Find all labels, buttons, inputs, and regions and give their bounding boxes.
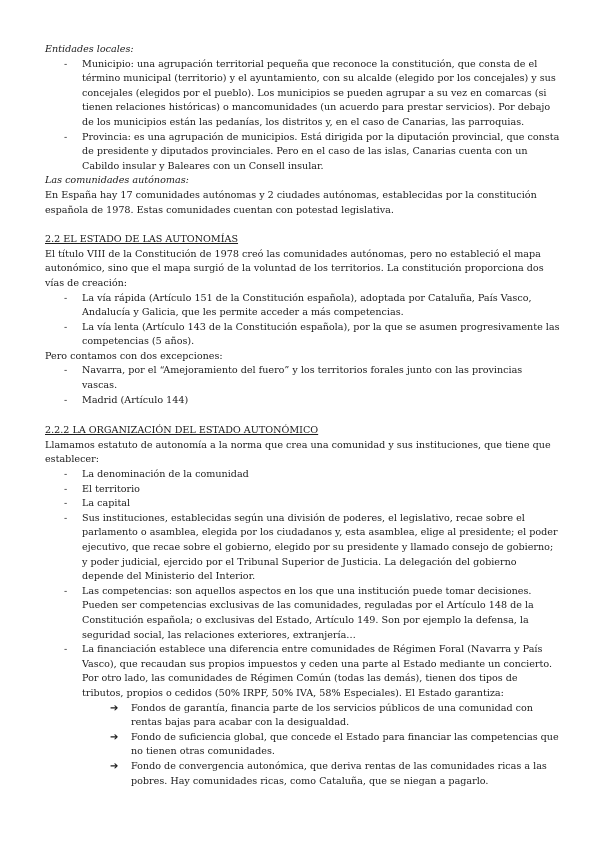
instituciones-item: - Sus instituciones, establecidas según una división de poderes, el legislativo, recae sobre el parlamento o asamblea, elegida por los ciudadanos y, esta asamblea, elige al presidente; el poder ejecutivo, que recae sobre el gobierno, elegido por su presidente y llamado consejo de gobierno; y poder judicial, ejercido por el Tribunal Superior de Justicia. La delegación del gobierno depende del Ministerio del Interior. — [66, 512, 560, 585]
fondos-list — [82, 702, 560, 790]
fondo-suficiencia-text: Fondo de suficiencia global, que concede el Estado para financiar las competencias que no tienen otras comunidades. — [131, 731, 559, 758]
capital-item: - La capital — [66, 497, 560, 512]
excepciones-intro-text: Pero contamos con dos excepciones: — [45, 350, 223, 362]
estado-autonomias-title: 2.2 EL ESTADO DE LAS AUTONOMÍAS — [45, 234, 239, 246]
via-rapida-item: - La vía rápida (Artículo 151 de la Constitución española), adoptada por Cataluña, País Vasco, Andalucía y Galicia, que les permite acceder a más competencias. — [66, 292, 560, 321]
navarra-item: - Navarra, por el “Amejoramiento del fuero” y los territorios forales junto con las provincias vascas. — [66, 364, 560, 393]
excepciones-list — [45, 364, 560, 408]
financiacion-item — [66, 643, 560, 789]
entidades-locales-heading: Entidades locales: — [45, 44, 134, 55]
territorio-item: - El territorio — [66, 483, 560, 498]
arrow-right-icon: ➔ — [110, 760, 119, 772]
arrow-right-icon: ➔ — [110, 731, 119, 743]
competencias-item: - Las competencias: son aquellos aspectos en los que una institución puede tomar decisiones. Pueden ser competencias exclusivas de las comunidades, reguladas por el Artículo 148 de la Constitución española; o exclusivas del Estado, Artículo 149. Son por ejemplo la defensa, la seguridad social, las relaciones exteriores, extranjería… — [66, 585, 560, 643]
financiacion-text: La financiación establece una diferencia entre comunidades de Régimen Foral (Navarra y País Vasco), que recaudan sus propios impuestos y ceden una parte al Estado mediante un concierto. Por otro lado, las comunidades de Régimen Común (todas las demás), tienen dos tipos de tributos, propios o cedidos (50% IRPF, 50% IVA, 58% Especiales). El Estado garantiza: — [82, 644, 553, 699]
fondo-suficiencia-item — [110, 731, 560, 760]
fondo-garantia-item — [110, 702, 560, 731]
vias-list — [45, 292, 560, 350]
organizacion-intro-text: Llamamos estatuto de autonomía a la norma que crea una comunidad y sus instituciones, que tiene que establecer: — [45, 439, 551, 466]
provincia-item: - Provincia: es una agrupación de municipios. Está dirigida por la diputación provincial, que consta de presidente y diputados provinciales. Pero en el caso de las islas, Canarias cuenta con un Cabildo insular y Baleares con un Consell insular. — [66, 131, 560, 175]
fondo-convergencia-text: Fondo de convergencia autonómica, que deriva rentas de las comunidades ricas a las pobres. Hay comunidades ricas, como Cataluña, que se niegan a pagarlo. — [131, 760, 547, 787]
denominacion-item: - La denominación de la comunidad — [66, 468, 560, 483]
comunidades-heading: Las comunidades autónomas: — [45, 175, 189, 187]
arrow-right-icon: ➔ — [110, 702, 119, 714]
estatuto-list — [45, 468, 560, 789]
organizacion-title: 2.2.2 LA ORGANIZACIÓN DEL ESTADO AUTONÓMICO — [45, 425, 319, 437]
fondo-garantia-text: Fondos de garantía, financia parte de los servicios públicos de una comunidad con rentas bajas para acabar con la desigualdad. — [131, 702, 533, 729]
via-lenta-item: - La vía lenta (Artículo 143 de la Constitución española), por la que se asumen progresivamente las competencias (5 años). — [66, 321, 560, 350]
document-page — [45, 43, 560, 789]
estado-intro-text: El título VIII de la Constitución de 1978 creó las comunidades autónomas, pero no estableció el mapa autonómico, sino que el mapa surgió de la voluntad de los territorios. La constitución proporciona dos vías de creación: — [45, 248, 544, 289]
entidades-list — [45, 58, 560, 175]
comunidades-text: En España hay 17 comunidades autónomas y 2 ciudades autónomas, establecidas por la constitución española de 1978. Estas comunidades cuentan con potestad legislativa. — [45, 189, 537, 216]
madrid-item: - Madrid (Artículo 144) — [66, 394, 560, 409]
municipio-item: - Municipio: una agrupación territorial pequeña que reconoce la constitución, que consta de el término municipal (territorio) y el ayuntamiento, con su alcalde (elegido por los concejales) y sus concejales (elegidos por el pueblo). Los municipios se pueden agrupar a su vez en comarcas (si tienen relaciones históricas) o mancomunidades (un acuerdo para prestar servicios). Por debajo de los municipios están las pedanías, los distritos y, en el caso de Canarias, las parroquias. — [66, 58, 560, 131]
fondo-convergencia-item — [110, 760, 560, 789]
